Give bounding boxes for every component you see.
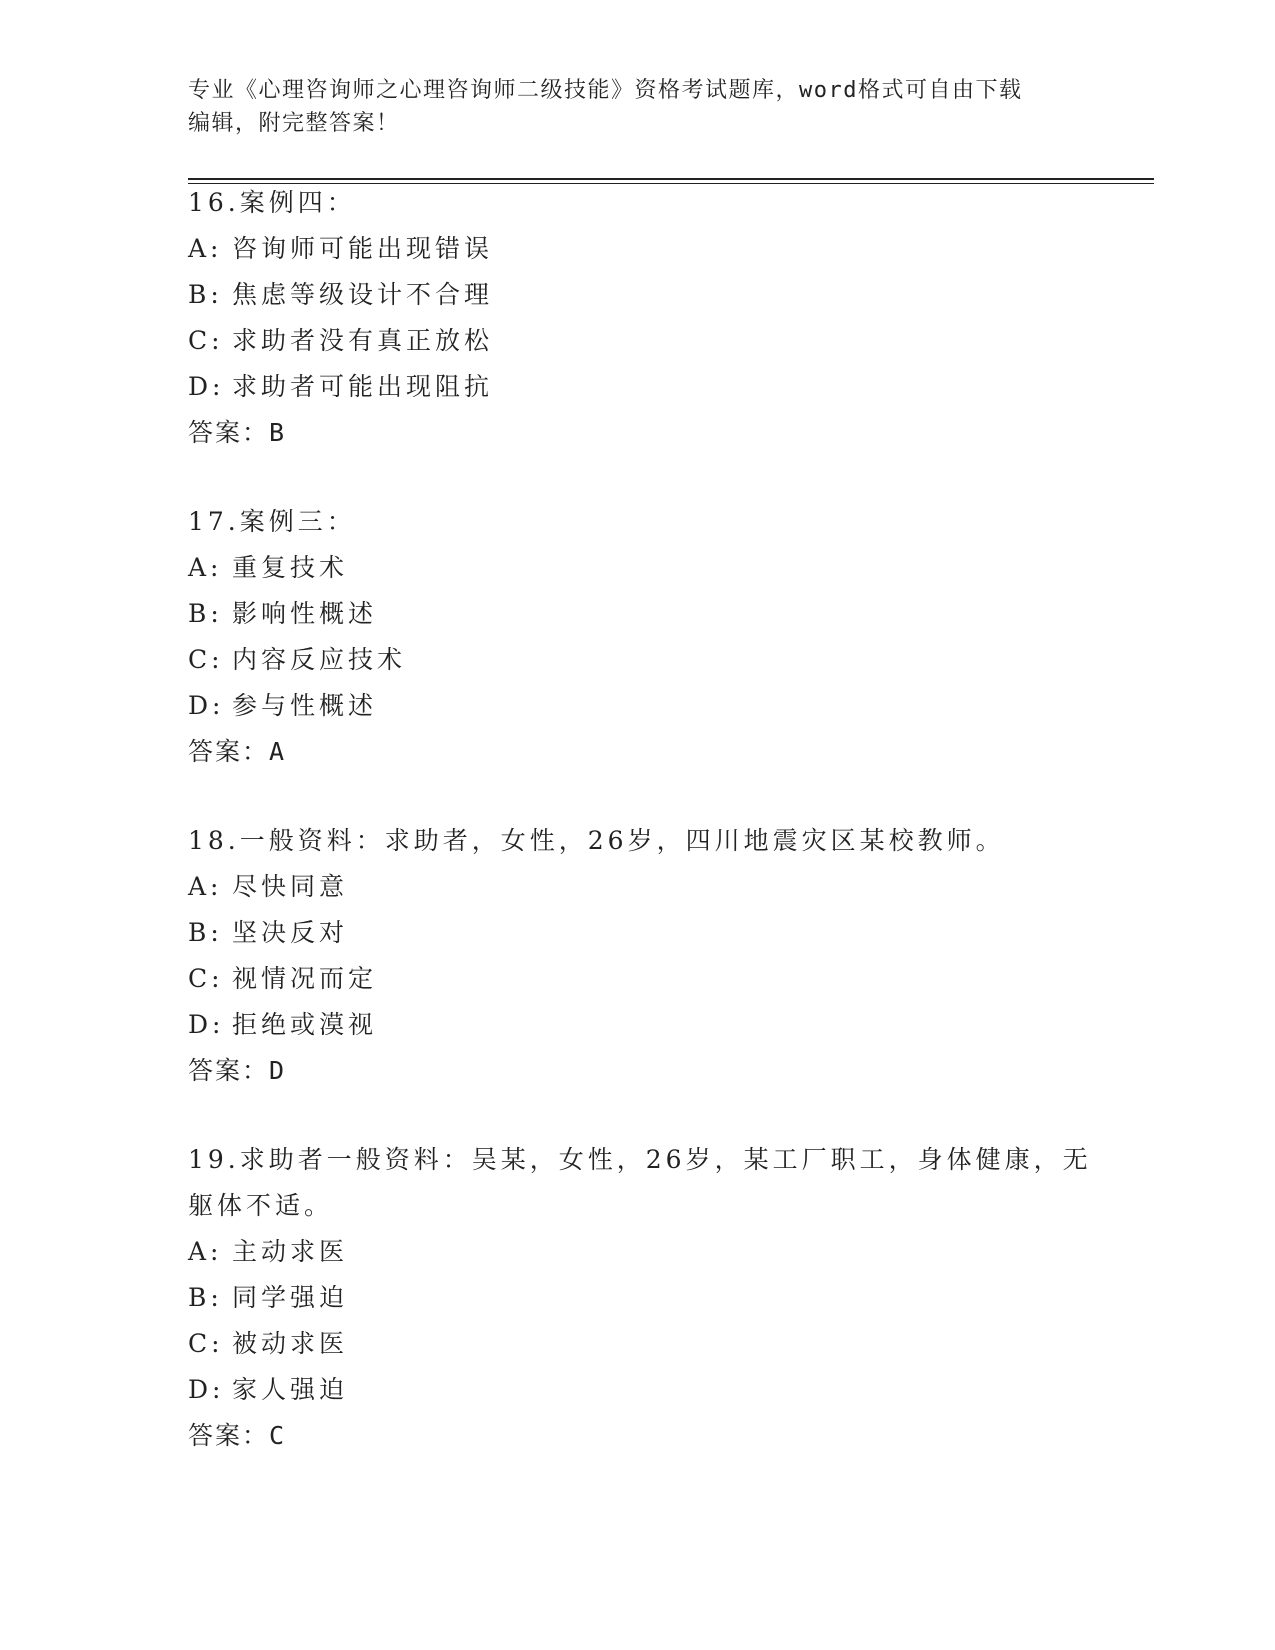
option-a (188, 545, 1088, 591)
option-d (188, 1367, 1088, 1413)
option-text: 求助者没有真正放松 (232, 326, 494, 355)
option-letter: D: (188, 1010, 225, 1039)
option-letter: C: (188, 326, 224, 355)
option-d (188, 683, 1088, 729)
option-d (188, 1002, 1088, 1048)
option-b (188, 591, 1088, 637)
header-line-1: 专业《心理咨询师之心理咨询师二级技能》资格考试题库，word格式可自由下载 (188, 78, 1023, 103)
option-a (188, 1229, 1088, 1275)
option-letter: C: (188, 964, 224, 993)
option-text: 焦虑等级设计不合理 (232, 280, 494, 309)
question-16 (188, 180, 1088, 456)
question-title: 16.案例四： (188, 188, 356, 217)
option-letter: B: (188, 918, 223, 947)
question-18 (188, 818, 1088, 1094)
option-text: 被动求医 (232, 1329, 349, 1358)
answer-line: 答案：A (188, 737, 287, 766)
question-title: 17.案例三： (188, 507, 356, 536)
option-letter: A: (188, 872, 223, 901)
question-title: 18.一般资料：求助者，女性，26岁，四川地震灾区某校教师。 (188, 826, 1005, 855)
option-letter: D: (188, 1375, 225, 1404)
header-line-2: 编辑，附完整答案！ (188, 111, 400, 136)
question-17 (188, 499, 1088, 775)
option-b (188, 1275, 1088, 1321)
option-c (188, 318, 1088, 364)
option-letter: B: (188, 599, 223, 628)
option-letter: A: (188, 234, 223, 263)
option-a (188, 864, 1088, 910)
option-letter: B: (188, 1283, 223, 1312)
option-text: 参与性概述 (232, 691, 378, 720)
option-text: 影响性概述 (232, 599, 378, 628)
option-text: 坚决反对 (232, 918, 349, 947)
option-text: 家人强迫 (232, 1375, 349, 1404)
question-title: 19.求助者一般资料：吴某，女性，26岁，某工厂职工，身体健康，无 (188, 1145, 1092, 1174)
option-text: 重复技术 (232, 553, 349, 582)
option-letter: C: (188, 645, 224, 674)
option-letter: B: (188, 280, 223, 309)
option-letter: A: (188, 1237, 223, 1266)
option-c (188, 956, 1088, 1002)
answer-line: 答案：D (188, 1056, 287, 1085)
option-text: 尽快同意 (232, 872, 349, 901)
answer-line: 答案：C (188, 1421, 287, 1450)
answer-line: 答案：B (188, 418, 287, 447)
option-text: 求助者可能出现阻抗 (232, 372, 494, 401)
option-d (188, 364, 1088, 410)
question-19 (188, 1137, 1092, 1459)
option-c (188, 637, 1088, 683)
option-letter: D: (188, 372, 225, 401)
option-b (188, 272, 1088, 318)
option-text: 拒绝或漠视 (232, 1010, 378, 1039)
option-a (188, 226, 1088, 272)
option-text: 内容反应技术 (232, 645, 407, 674)
option-b (188, 910, 1088, 956)
option-letter: D: (188, 691, 225, 720)
option-text: 咨询师可能出现错误 (232, 234, 494, 263)
option-text: 主动求医 (232, 1237, 349, 1266)
option-letter: C: (188, 1329, 224, 1358)
option-text: 同学强迫 (232, 1283, 349, 1312)
document-header (188, 74, 1088, 140)
option-text: 视情况而定 (232, 964, 378, 993)
option-letter: A: (188, 553, 223, 582)
option-c (188, 1321, 1088, 1367)
question-title-continued: 躯体不适。 (188, 1191, 334, 1220)
